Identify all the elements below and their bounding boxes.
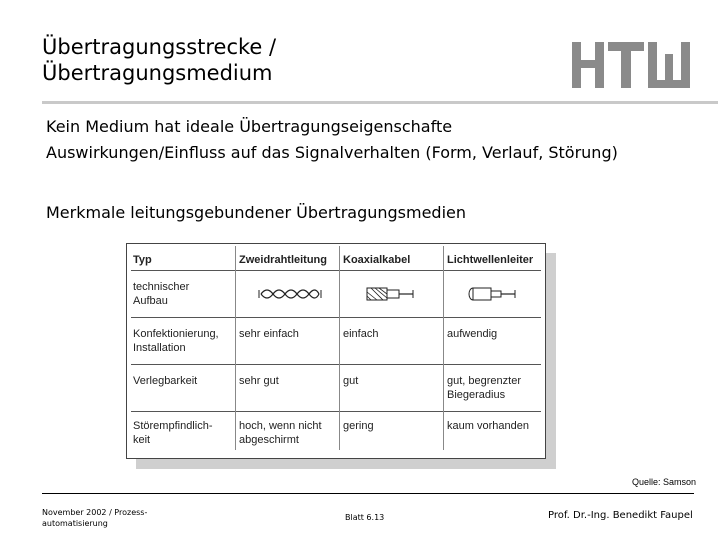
column-divider: [443, 246, 444, 450]
header-typ: Typ: [133, 254, 152, 266]
row-label: [133, 327, 219, 355]
table-cell: [447, 374, 521, 402]
cell-line: sehr einfach: [239, 328, 299, 340]
cell-line: hoch, wenn nicht: [239, 420, 322, 432]
cell-line: gut, begrenzter: [447, 375, 521, 387]
row-label-line: Installation: [133, 342, 186, 354]
table-cell: [239, 374, 279, 388]
table-cell: [447, 419, 529, 433]
footer-date-line: November 2002 / Prozess-: [42, 508, 148, 517]
column-divider: [339, 246, 340, 450]
htw-logo: [570, 40, 692, 90]
cell-line: kaum vorhanden: [447, 420, 529, 432]
source-note: Quelle: Samson: [631, 477, 696, 487]
footer-date: [42, 507, 182, 529]
fiber-optic-icon: [465, 282, 521, 306]
cell-line: gut: [343, 375, 359, 387]
row-divider: [131, 270, 541, 271]
cell-line: aufwendig: [447, 328, 498, 340]
footer-page-number: Blatt 6.13: [345, 513, 385, 522]
row-label-line: Verlegbarkeit: [133, 375, 198, 387]
row-label-line: technischer: [133, 281, 190, 293]
comparison-table: [126, 243, 546, 459]
header-lichtwellenleiter: Lichtwellenleiter: [447, 254, 534, 266]
footer-date-line: automatisierung: [42, 519, 108, 528]
footer-divider: [42, 493, 694, 494]
row-label: [133, 280, 189, 308]
coax-cable-icon: [363, 282, 419, 306]
table-cell: [239, 327, 299, 341]
row-label-line: Aufbau: [133, 295, 168, 307]
cell-line: einfach: [343, 328, 379, 340]
table-cell: [343, 374, 358, 388]
subheading: Merkmale leitungsgebundener Übertragungsmedien: [46, 203, 467, 222]
row-divider: [131, 364, 541, 365]
row-label-line: keit: [133, 434, 151, 446]
cell-line: gering: [343, 420, 374, 432]
row-divider: [131, 411, 541, 412]
bullet-item: Kein Medium hat ideale Übertragungseigenschafte: [46, 117, 453, 136]
table-cell: [447, 327, 497, 341]
header-koaxialkabel: Koaxialkabel: [343, 254, 411, 266]
title-divider: [42, 101, 718, 104]
table-cell: [239, 419, 322, 447]
row-label: [133, 374, 197, 388]
slide-title: [42, 34, 502, 86]
header-zweidrahtleitung: Zweidrahtleitung: [239, 254, 327, 266]
comparison-table-figure: [126, 243, 546, 459]
column-divider: [235, 246, 236, 450]
footer-author: Prof. Dr.-Ing. Benedikt Faupel: [548, 510, 693, 521]
cell-line: Biegeradius: [447, 389, 506, 401]
bullet-item: Auswirkungen/Einfluss auf das Signalverhalten (Form, Verlauf, Störung): [46, 143, 618, 162]
table-cell: [343, 327, 378, 341]
title-line-1: Übertragungsstrecke /: [42, 35, 277, 59]
row-divider: [131, 317, 541, 318]
cell-line: sehr gut: [239, 375, 279, 387]
row-label-line: Störempfindlich-: [133, 420, 213, 432]
cell-line: abgeschirmt: [239, 434, 299, 446]
table-cell: [343, 419, 374, 433]
row-label: [133, 419, 212, 447]
bullet-list: [46, 114, 720, 166]
row-label-line: Konfektionierung,: [133, 328, 219, 340]
twisted-pair-icon: [257, 284, 323, 304]
title-line-2: Übertragungsmedium: [42, 61, 273, 85]
